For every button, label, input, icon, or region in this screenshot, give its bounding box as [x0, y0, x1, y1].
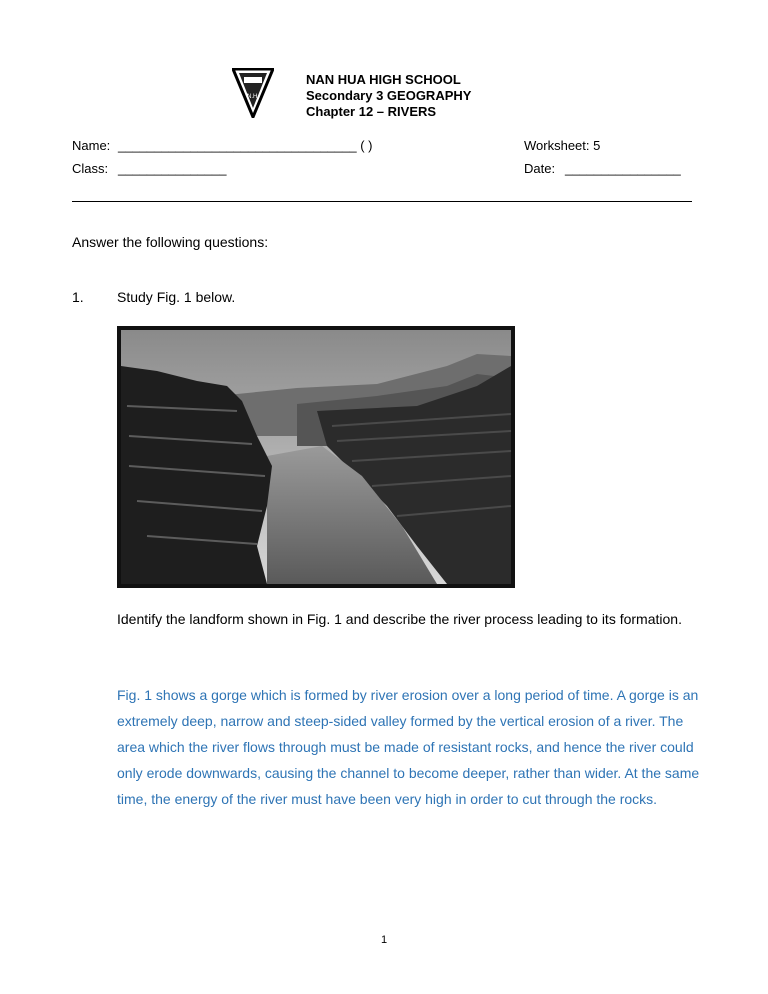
svg-text:N.H.: N.H.: [247, 94, 259, 100]
school-name: NAN HUA HIGH SCHOOL: [306, 72, 461, 87]
header-divider: [72, 201, 692, 202]
date-label: Date:: [524, 161, 556, 176]
answer-text: Fig. 1 shows a gorge which is formed by river erosion over a long period of time. A gorge is an extremely deep, narrow and steep-sided valley formed by the vertical erosion of a river. The area which the river flows through must be made of resistant rocks, and hence the river could only erode downwards, causing the channel to become deeper, rather than wider. At the same time, the energy of the river must have been very high in order to cut through the rocks.: [117, 687, 700, 807]
gorge-photo: [117, 326, 515, 588]
page-number: 1: [380, 934, 388, 946]
chapter-title: Chapter 12 – RIVERS: [306, 104, 437, 119]
class-label: Class:: [72, 161, 109, 176]
school-logo: [232, 68, 274, 118]
date-field[interactable]: ________________: [565, 161, 681, 176]
class-field[interactable]: _______________: [118, 161, 227, 176]
question-number: 1.: [72, 289, 84, 305]
name-field[interactable]: _________________________________ ( ): [118, 138, 373, 153]
worksheet-number: Worksheet: 5: [524, 138, 601, 153]
document-header: [306, 72, 471, 120]
course-title: Secondary 3 GEOGRAPHY: [306, 88, 472, 103]
question-prompt: Identify the landform shown in Fig. 1 and describe the river process leading to its formation.: [117, 611, 682, 627]
name-label: Name:: [72, 138, 111, 153]
instructions: Answer the following questions:: [72, 234, 269, 250]
question-text: Study Fig. 1 below.: [117, 289, 236, 305]
